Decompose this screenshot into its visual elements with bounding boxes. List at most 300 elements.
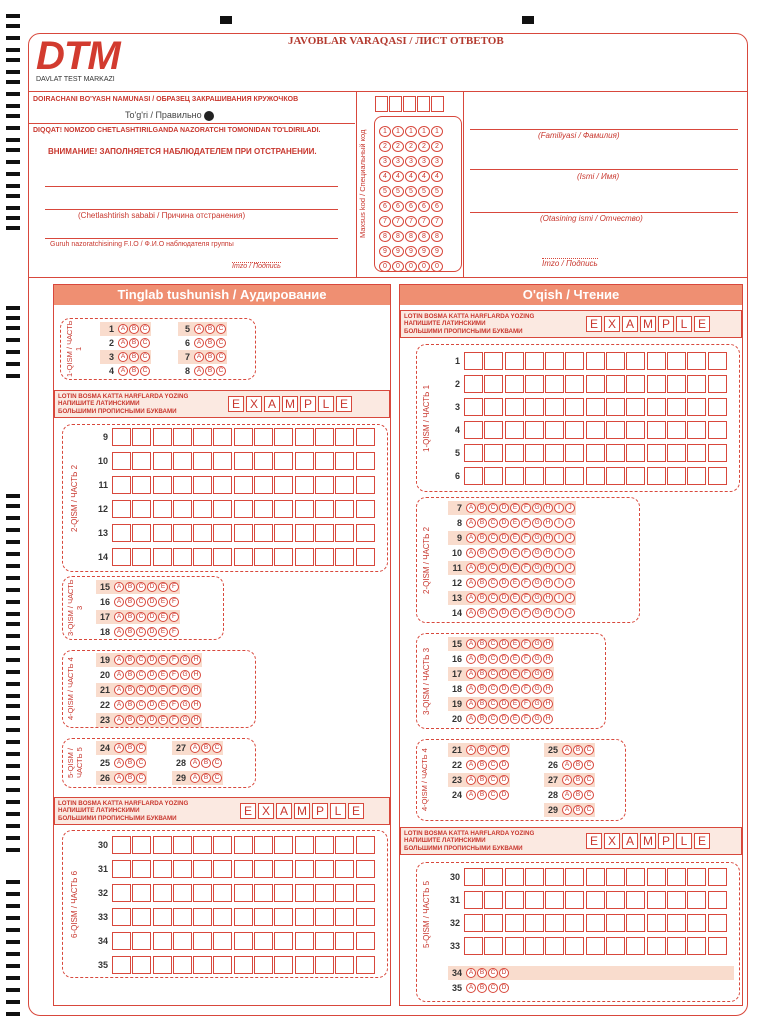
option-bubble[interactable]: A (194, 338, 204, 348)
letter-cell[interactable] (213, 524, 232, 542)
code-digit-bubble[interactable]: 4 (431, 171, 443, 182)
letter-cell[interactable] (565, 467, 584, 485)
option-bubble[interactable]: E (158, 715, 168, 725)
option-bubble[interactable]: D (499, 593, 509, 603)
option-bubble[interactable]: A (118, 338, 128, 348)
option-bubble[interactable]: E (510, 533, 520, 543)
option-bubble[interactable]: B (477, 968, 487, 978)
letter-cell[interactable] (315, 428, 334, 446)
letter-cell[interactable] (295, 476, 314, 494)
code-digit-bubble[interactable]: 1 (405, 126, 417, 137)
code-digit-bubble[interactable]: 0 (379, 261, 391, 272)
option-bubble[interactable]: D (499, 699, 509, 709)
letter-cell[interactable] (586, 891, 605, 909)
option-bubble[interactable]: C (140, 352, 150, 362)
letter-cell[interactable] (315, 932, 334, 950)
letter-cell[interactable] (153, 836, 172, 854)
letter-cell[interactable] (687, 467, 706, 485)
option-bubble[interactable]: A (194, 366, 204, 376)
option-bubble[interactable]: F (169, 582, 179, 592)
option-bubble[interactable]: H (543, 684, 553, 694)
option-bubble[interactable]: E (510, 608, 520, 618)
option-bubble[interactable]: E (510, 518, 520, 528)
letter-cell[interactable] (356, 956, 375, 974)
option-bubble[interactable]: C (136, 773, 146, 783)
option-bubble[interactable]: C (584, 790, 594, 800)
letter-cell[interactable] (234, 836, 253, 854)
option-bubble[interactable]: A (190, 743, 200, 753)
letter-cell[interactable] (464, 398, 483, 416)
letter-cell[interactable] (112, 956, 131, 974)
option-bubble[interactable]: H (543, 639, 553, 649)
letter-cell[interactable] (647, 375, 666, 393)
code-digit-bubble[interactable]: 0 (418, 261, 430, 272)
option-bubble[interactable]: F (521, 699, 531, 709)
code-digit-bubble[interactable]: 2 (379, 141, 391, 152)
letter-cell[interactable] (295, 452, 314, 470)
letter-cell[interactable] (667, 398, 686, 416)
option-bubble[interactable]: A (118, 352, 128, 362)
option-bubble[interactable]: C (488, 563, 498, 573)
letter-cell[interactable] (295, 500, 314, 518)
code-digit-bubble[interactable]: 5 (405, 186, 417, 197)
option-bubble[interactable]: C (584, 760, 594, 770)
option-bubble[interactable]: D (499, 775, 509, 785)
option-bubble[interactable]: B (201, 758, 211, 768)
letter-cell[interactable] (565, 914, 584, 932)
option-bubble[interactable]: A (114, 597, 124, 607)
letter-cell[interactable] (356, 476, 375, 494)
letter-cell[interactable] (254, 476, 273, 494)
letter-cell[interactable] (335, 452, 354, 470)
option-bubble[interactable]: D (499, 548, 509, 558)
letter-cell[interactable] (193, 524, 212, 542)
letter-cell[interactable] (708, 467, 727, 485)
option-bubble[interactable]: D (147, 655, 157, 665)
option-bubble[interactable]: H (543, 518, 553, 528)
option-bubble[interactable]: D (499, 503, 509, 513)
option-bubble[interactable]: G (180, 655, 190, 665)
letter-cell[interactable] (112, 908, 131, 926)
option-bubble[interactable]: D (147, 715, 157, 725)
letter-cell[interactable] (708, 868, 727, 886)
letter-cell[interactable] (234, 452, 253, 470)
letter-cell[interactable] (484, 914, 503, 932)
option-bubble[interactable]: C (216, 352, 226, 362)
letter-cell[interactable] (274, 932, 293, 950)
letter-cell[interactable] (667, 937, 686, 955)
letter-cell[interactable] (667, 914, 686, 932)
letter-cell[interactable] (525, 352, 544, 370)
option-bubble[interactable]: A (466, 654, 476, 664)
option-bubble[interactable]: C (136, 612, 146, 622)
letter-cell[interactable] (505, 891, 524, 909)
option-bubble[interactable]: F (169, 685, 179, 695)
letter-cell[interactable] (335, 524, 354, 542)
letter-cell[interactable] (153, 452, 172, 470)
option-bubble[interactable]: B (125, 597, 135, 607)
option-bubble[interactable]: C (140, 366, 150, 376)
option-bubble[interactable]: B (129, 352, 139, 362)
letter-cell[interactable] (193, 956, 212, 974)
option-bubble[interactable]: C (488, 714, 498, 724)
option-bubble[interactable]: C (488, 775, 498, 785)
letter-cell[interactable] (484, 352, 503, 370)
letter-cell[interactable] (213, 860, 232, 878)
option-bubble[interactable]: C (488, 699, 498, 709)
option-bubble[interactable]: D (499, 608, 509, 618)
letter-cell[interactable] (687, 352, 706, 370)
letter-cell[interactable] (335, 500, 354, 518)
letter-cell[interactable] (132, 500, 151, 518)
letter-cell[interactable] (606, 467, 625, 485)
option-bubble[interactable]: B (201, 773, 211, 783)
option-bubble[interactable]: F (521, 669, 531, 679)
option-bubble[interactable]: D (499, 684, 509, 694)
option-bubble[interactable]: D (147, 700, 157, 710)
letter-cell[interactable] (274, 476, 293, 494)
option-bubble[interactable]: E (510, 548, 520, 558)
option-bubble[interactable]: B (205, 366, 215, 376)
letter-cell[interactable] (335, 908, 354, 926)
option-bubble[interactable]: E (158, 700, 168, 710)
letter-cell[interactable] (545, 868, 564, 886)
letter-cell[interactable] (112, 524, 131, 542)
letter-cell[interactable] (295, 908, 314, 926)
option-bubble[interactable]: J (565, 563, 575, 573)
letter-cell[interactable] (606, 937, 625, 955)
letter-cell[interactable] (173, 500, 192, 518)
letter-cell[interactable] (173, 836, 192, 854)
letter-cell[interactable] (626, 914, 645, 932)
option-bubble[interactable]: E (510, 669, 520, 679)
letter-cell[interactable] (295, 956, 314, 974)
letter-cell[interactable] (132, 548, 151, 566)
letter-cell[interactable] (565, 375, 584, 393)
option-bubble[interactable]: E (510, 684, 520, 694)
letter-cell[interactable] (234, 428, 253, 446)
letter-cell[interactable] (213, 956, 232, 974)
letter-cell[interactable] (234, 524, 253, 542)
letter-cell[interactable] (132, 428, 151, 446)
option-bubble[interactable]: D (147, 597, 157, 607)
letter-cell[interactable] (586, 398, 605, 416)
option-bubble[interactable]: A (466, 983, 476, 993)
option-bubble[interactable]: H (543, 593, 553, 603)
option-bubble[interactable]: B (477, 760, 487, 770)
option-bubble[interactable]: G (180, 700, 190, 710)
letter-cell[interactable] (315, 908, 334, 926)
letter-cell[interactable] (647, 891, 666, 909)
option-bubble[interactable]: D (499, 714, 509, 724)
option-bubble[interactable]: C (136, 685, 146, 695)
option-bubble[interactable]: A (114, 743, 124, 753)
code-digit-bubble[interactable]: 4 (379, 171, 391, 182)
option-bubble[interactable]: H (543, 669, 553, 679)
option-bubble[interactable]: I (554, 593, 564, 603)
letter-cell[interactable] (545, 914, 564, 932)
option-bubble[interactable]: C (584, 805, 594, 815)
option-bubble[interactable]: C (488, 684, 498, 694)
option-bubble[interactable]: J (565, 593, 575, 603)
letter-cell[interactable] (647, 467, 666, 485)
code-digit-bubble[interactable]: 7 (392, 216, 404, 227)
letter-cell[interactable] (667, 467, 686, 485)
letter-cell[interactable] (545, 375, 564, 393)
letter-cell[interactable] (626, 444, 645, 462)
option-bubble[interactable]: F (521, 593, 531, 603)
option-bubble[interactable]: A (466, 699, 476, 709)
letter-cell[interactable] (586, 444, 605, 462)
letter-cell[interactable] (525, 467, 544, 485)
option-bubble[interactable]: B (477, 669, 487, 679)
option-bubble[interactable]: A (562, 760, 572, 770)
option-bubble[interactable]: F (521, 608, 531, 618)
option-bubble[interactable]: G (532, 639, 542, 649)
code-digit-bubble[interactable]: 3 (431, 156, 443, 167)
letter-cell[interactable] (545, 937, 564, 955)
letter-cell[interactable] (484, 375, 503, 393)
letter-cell[interactable] (525, 937, 544, 955)
option-bubble[interactable]: E (510, 563, 520, 573)
option-bubble[interactable]: B (125, 627, 135, 637)
letter-cell[interactable] (708, 398, 727, 416)
option-bubble[interactable]: A (466, 518, 476, 528)
letter-cell[interactable] (708, 937, 727, 955)
option-bubble[interactable]: C (136, 670, 146, 680)
letter-cell[interactable] (213, 476, 232, 494)
letter-cell[interactable] (708, 914, 727, 932)
option-bubble[interactable]: A (466, 745, 476, 755)
code-digit-bubble[interactable]: 1 (431, 126, 443, 137)
option-bubble[interactable]: D (147, 627, 157, 637)
option-bubble[interactable]: C (488, 639, 498, 649)
code-digit-bubble[interactable]: 7 (418, 216, 430, 227)
letter-cell[interactable] (525, 398, 544, 416)
option-bubble[interactable]: C (488, 790, 498, 800)
letter-cell[interactable] (315, 956, 334, 974)
option-bubble[interactable]: E (510, 699, 520, 709)
option-bubble[interactable]: A (114, 612, 124, 622)
option-bubble[interactable]: I (554, 608, 564, 618)
option-bubble[interactable]: J (565, 533, 575, 543)
letter-cell[interactable] (254, 860, 273, 878)
code-box[interactable] (389, 96, 402, 112)
option-bubble[interactable]: C (488, 503, 498, 513)
option-bubble[interactable]: I (554, 518, 564, 528)
code-digit-bubble[interactable]: 2 (418, 141, 430, 152)
letter-cell[interactable] (274, 548, 293, 566)
letter-cell[interactable] (234, 884, 253, 902)
letter-cell[interactable] (274, 524, 293, 542)
letter-cell[interactable] (173, 932, 192, 950)
letter-cell[interactable] (213, 836, 232, 854)
option-bubble[interactable]: F (521, 563, 531, 573)
letter-cell[interactable] (464, 375, 483, 393)
letter-cell[interactable] (647, 937, 666, 955)
letter-cell[interactable] (708, 375, 727, 393)
option-bubble[interactable]: B (573, 745, 583, 755)
option-bubble[interactable]: A (562, 775, 572, 785)
letter-cell[interactable] (626, 868, 645, 886)
code-digit-bubble[interactable]: 8 (379, 231, 391, 242)
option-bubble[interactable]: B (125, 773, 135, 783)
letter-cell[interactable] (153, 500, 172, 518)
letter-cell[interactable] (505, 937, 524, 955)
letter-cell[interactable] (234, 908, 253, 926)
code-digit-bubble[interactable]: 9 (418, 246, 430, 257)
letter-cell[interactable] (112, 548, 131, 566)
option-bubble[interactable]: C (488, 669, 498, 679)
letter-cell[interactable] (606, 914, 625, 932)
option-bubble[interactable]: F (521, 639, 531, 649)
option-bubble[interactable]: C (212, 743, 222, 753)
code-digit-bubble[interactable]: 1 (418, 126, 430, 137)
code-digit-bubble[interactable]: 4 (405, 171, 417, 182)
option-bubble[interactable]: E (510, 639, 520, 649)
letter-cell[interactable] (132, 884, 151, 902)
letter-cell[interactable] (274, 500, 293, 518)
option-bubble[interactable]: F (521, 714, 531, 724)
letter-cell[interactable] (295, 524, 314, 542)
letter-cell[interactable] (667, 375, 686, 393)
letter-cell[interactable] (565, 891, 584, 909)
letter-cell[interactable] (193, 476, 212, 494)
option-bubble[interactable]: E (158, 685, 168, 695)
code-digit-bubble[interactable]: 5 (418, 186, 430, 197)
option-bubble[interactable]: C (488, 548, 498, 558)
letter-cell[interactable] (234, 932, 253, 950)
option-bubble[interactable]: A (466, 608, 476, 618)
letter-cell[interactable] (112, 860, 131, 878)
letter-cell[interactable] (173, 428, 192, 446)
option-bubble[interactable]: C (488, 608, 498, 618)
code-box[interactable] (375, 96, 388, 112)
option-bubble[interactable]: B (129, 338, 139, 348)
option-bubble[interactable]: F (169, 670, 179, 680)
letter-cell[interactable] (315, 452, 334, 470)
option-bubble[interactable]: A (190, 758, 200, 768)
code-digit-bubble[interactable]: 5 (392, 186, 404, 197)
option-bubble[interactable]: A (562, 745, 572, 755)
option-bubble[interactable]: B (477, 639, 487, 649)
option-bubble[interactable]: D (499, 760, 509, 770)
letter-cell[interactable] (667, 421, 686, 439)
letter-cell[interactable] (464, 914, 483, 932)
letter-cell[interactable] (708, 421, 727, 439)
letter-cell[interactable] (565, 937, 584, 955)
option-bubble[interactable]: B (477, 983, 487, 993)
option-bubble[interactable]: F (521, 548, 531, 558)
letter-cell[interactable] (356, 860, 375, 878)
letter-cell[interactable] (315, 548, 334, 566)
option-bubble[interactable]: B (125, 612, 135, 622)
code-digit-bubble[interactable]: 8 (392, 231, 404, 242)
option-bubble[interactable]: C (488, 760, 498, 770)
option-bubble[interactable]: C (136, 655, 146, 665)
letter-cell[interactable] (274, 428, 293, 446)
letter-cell[interactable] (112, 476, 131, 494)
option-bubble[interactable]: B (477, 578, 487, 588)
option-bubble[interactable]: B (129, 324, 139, 334)
option-bubble[interactable]: E (158, 670, 168, 680)
letter-cell[interactable] (484, 398, 503, 416)
option-bubble[interactable]: B (573, 760, 583, 770)
code-digit-bubble[interactable]: 7 (431, 216, 443, 227)
option-bubble[interactable]: D (499, 563, 509, 573)
option-bubble[interactable]: D (499, 745, 509, 755)
option-bubble[interactable]: C (140, 324, 150, 334)
option-bubble[interactable]: B (205, 338, 215, 348)
option-bubble[interactable]: H (543, 654, 553, 664)
option-bubble[interactable]: C (488, 745, 498, 755)
letter-cell[interactable] (193, 884, 212, 902)
letter-cell[interactable] (295, 836, 314, 854)
option-bubble[interactable]: H (543, 548, 553, 558)
option-bubble[interactable]: G (532, 699, 542, 709)
letter-cell[interactable] (295, 884, 314, 902)
option-bubble[interactable]: B (573, 805, 583, 815)
letter-cell[interactable] (606, 352, 625, 370)
option-bubble[interactable]: B (477, 684, 487, 694)
letter-cell[interactable] (295, 860, 314, 878)
option-bubble[interactable]: B (125, 743, 135, 753)
letter-cell[interactable] (112, 428, 131, 446)
code-digit-bubble[interactable]: 1 (379, 126, 391, 137)
letter-cell[interactable] (545, 891, 564, 909)
option-bubble[interactable]: F (169, 627, 179, 637)
letter-cell[interactable] (708, 352, 727, 370)
option-bubble[interactable]: B (573, 775, 583, 785)
letter-cell[interactable] (132, 524, 151, 542)
letter-cell[interactable] (213, 908, 232, 926)
option-bubble[interactable]: C (136, 627, 146, 637)
option-bubble[interactable]: H (543, 608, 553, 618)
letter-cell[interactable] (545, 421, 564, 439)
option-bubble[interactable]: B (477, 790, 487, 800)
letter-cell[interactable] (484, 421, 503, 439)
letter-cell[interactable] (254, 956, 273, 974)
letter-cell[interactable] (315, 836, 334, 854)
letter-cell[interactable] (464, 444, 483, 462)
letter-cell[interactable] (254, 452, 273, 470)
letter-cell[interactable] (193, 860, 212, 878)
letter-cell[interactable] (687, 868, 706, 886)
letter-cell[interactable] (153, 548, 172, 566)
option-bubble[interactable]: B (477, 608, 487, 618)
option-bubble[interactable]: B (125, 700, 135, 710)
letter-cell[interactable] (687, 914, 706, 932)
letter-cell[interactable] (173, 956, 192, 974)
letter-cell[interactable] (606, 398, 625, 416)
letter-cell[interactable] (335, 932, 354, 950)
letter-cell[interactable] (254, 500, 273, 518)
letter-cell[interactable] (687, 937, 706, 955)
letter-cell[interactable] (708, 444, 727, 462)
option-bubble[interactable]: B (477, 699, 487, 709)
option-bubble[interactable]: C (584, 745, 594, 755)
option-bubble[interactable]: F (169, 612, 179, 622)
letter-cell[interactable] (484, 937, 503, 955)
option-bubble[interactable]: F (169, 655, 179, 665)
letter-cell[interactable] (173, 884, 192, 902)
code-digit-bubble[interactable]: 8 (418, 231, 430, 242)
option-bubble[interactable]: A (114, 715, 124, 725)
letter-cell[interactable] (132, 956, 151, 974)
letter-cell[interactable] (234, 956, 253, 974)
code-digit-bubble[interactable]: 5 (379, 186, 391, 197)
letter-cell[interactable] (525, 375, 544, 393)
